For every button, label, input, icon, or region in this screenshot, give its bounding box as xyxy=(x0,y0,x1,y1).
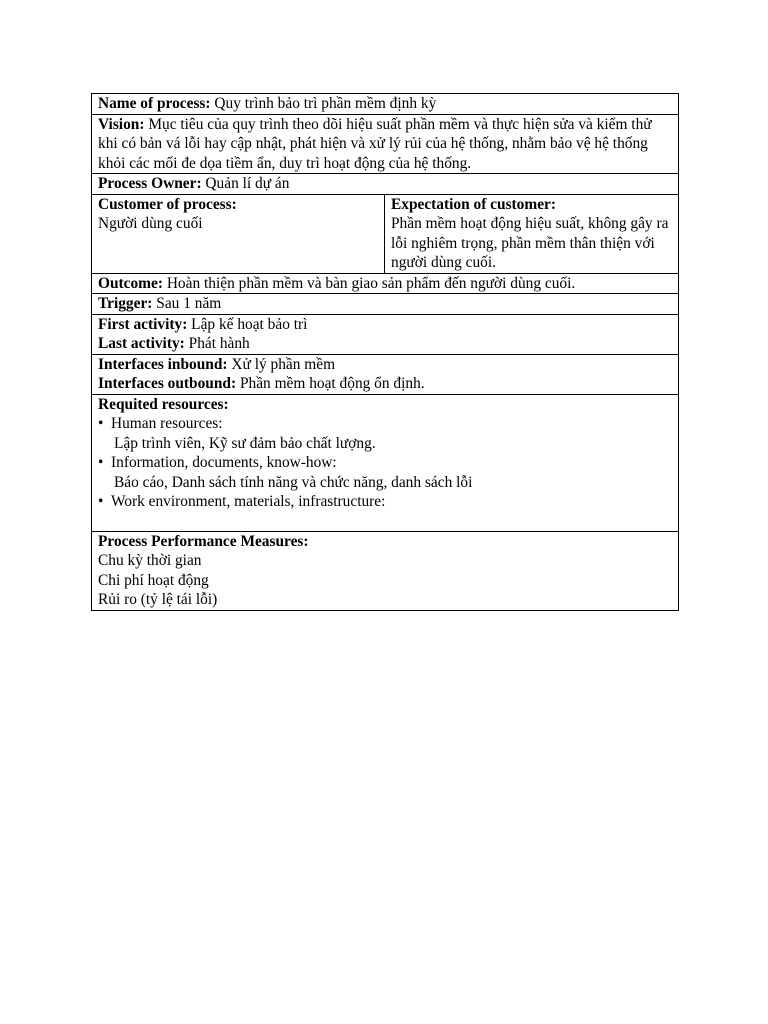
row-resources xyxy=(92,394,679,531)
cell-activities xyxy=(92,314,679,354)
trigger-value: Sau 1 năm xyxy=(152,295,222,312)
first-activity-label: First activity: xyxy=(98,315,188,333)
inbound-label: Interfaces inbound: xyxy=(98,355,228,373)
outcome-label: Outcome: xyxy=(98,274,163,292)
outcome-value: Hoàn thiện phần mềm và bàn giao sản phẩm đến người dùng cuối. xyxy=(162,274,576,292)
row-outcome xyxy=(92,273,679,294)
last-activity-value: Phát hành xyxy=(184,335,250,352)
cell-trigger xyxy=(92,294,679,315)
measure-item: Rủi ro (tỷ lệ tái lỗi) xyxy=(98,591,218,608)
resource-item-environment xyxy=(98,492,673,531)
process-definition-table xyxy=(91,93,679,611)
resource-title: Work environment, materials, infrastructure: xyxy=(111,493,386,510)
trigger-label: Trigger: xyxy=(98,295,153,312)
cell-name xyxy=(92,94,679,115)
inbound-value: Xử lý phần mềm xyxy=(227,355,336,373)
vision-label: Vision: xyxy=(98,115,145,133)
resources-list xyxy=(98,414,673,531)
bullet-glyph: • xyxy=(98,415,104,432)
outbound-line xyxy=(98,374,673,394)
resource-title: Human resources: xyxy=(111,415,223,432)
inbound-line xyxy=(98,355,673,375)
cell-resources xyxy=(92,394,679,531)
resource-detail: Báo cáo, Danh sách tính năng và chức năng, danh sách lỗi xyxy=(114,473,473,491)
outbound-label: Interfaces outbound: xyxy=(98,375,237,392)
row-name xyxy=(92,94,679,115)
cell-owner xyxy=(92,174,679,195)
row-owner xyxy=(92,174,679,195)
resource-detail: Lập trình viên, Kỹ sư đảm bảo chất lượng. xyxy=(114,434,376,452)
vision-value: Mục tiêu của quy trình theo dõi hiệu suất phần mềm và thực hiện sửa và kiểm thử khi có bản vá lỗi hay cập nhật, phát hiện và xử lý rủi của hệ thống, nhằm bảo vệ hệ thống khỏi các mối đe dọa tiềm ẩn, duy trì hoạt động của hệ thống. xyxy=(98,115,652,172)
row-interfaces xyxy=(92,354,679,394)
row-measures xyxy=(92,531,679,610)
cell-interfaces xyxy=(92,354,679,394)
measure-item: Chi phí hoạt động xyxy=(98,571,209,589)
resource-title: Information, documents, know-how: xyxy=(111,454,337,471)
resource-item-human xyxy=(98,414,673,453)
cell-measures xyxy=(92,531,679,610)
resource-detail xyxy=(111,512,673,531)
resource-item-information xyxy=(98,453,673,492)
cell-customer xyxy=(92,194,385,273)
row-vision xyxy=(92,114,679,174)
row-activities xyxy=(92,314,679,354)
customer-value: Người dùng cuối xyxy=(98,215,203,232)
first-activity-value: Lập kế hoạt bảo trì xyxy=(187,315,308,333)
expectation-label: Expectation of customer: xyxy=(391,195,556,213)
row-customer xyxy=(92,194,679,273)
cell-outcome xyxy=(92,273,679,294)
owner-value: Quản lí dự án xyxy=(201,175,290,192)
cell-vision xyxy=(92,114,679,174)
name-label: Name of process: xyxy=(98,95,211,112)
row-trigger xyxy=(92,294,679,315)
owner-label: Process Owner: xyxy=(98,175,202,192)
measure-item: Chu kỳ thời gian xyxy=(98,552,202,569)
outbound-value: Phần mềm hoạt động ổn định. xyxy=(236,375,425,392)
name-value: Quy trình bảo trì phần mềm định kỳ xyxy=(210,95,437,112)
first-activity-line xyxy=(98,315,673,335)
last-activity-line xyxy=(98,334,673,354)
expectation-value: Phần mềm hoạt động hiệu suất, không gây ra lỗi nghiêm trọng, phần mềm thân thiện với người dùng cuối. xyxy=(391,215,669,271)
customer-label: Customer of process: xyxy=(98,195,237,213)
bullet-glyph: • xyxy=(98,454,104,471)
bullet-glyph: • xyxy=(98,493,104,510)
cell-expectation xyxy=(385,194,679,273)
measures-label: Process Performance Measures: xyxy=(98,532,309,550)
last-activity-label: Last activity: xyxy=(98,335,185,352)
resources-label: Requited resources: xyxy=(98,395,229,413)
